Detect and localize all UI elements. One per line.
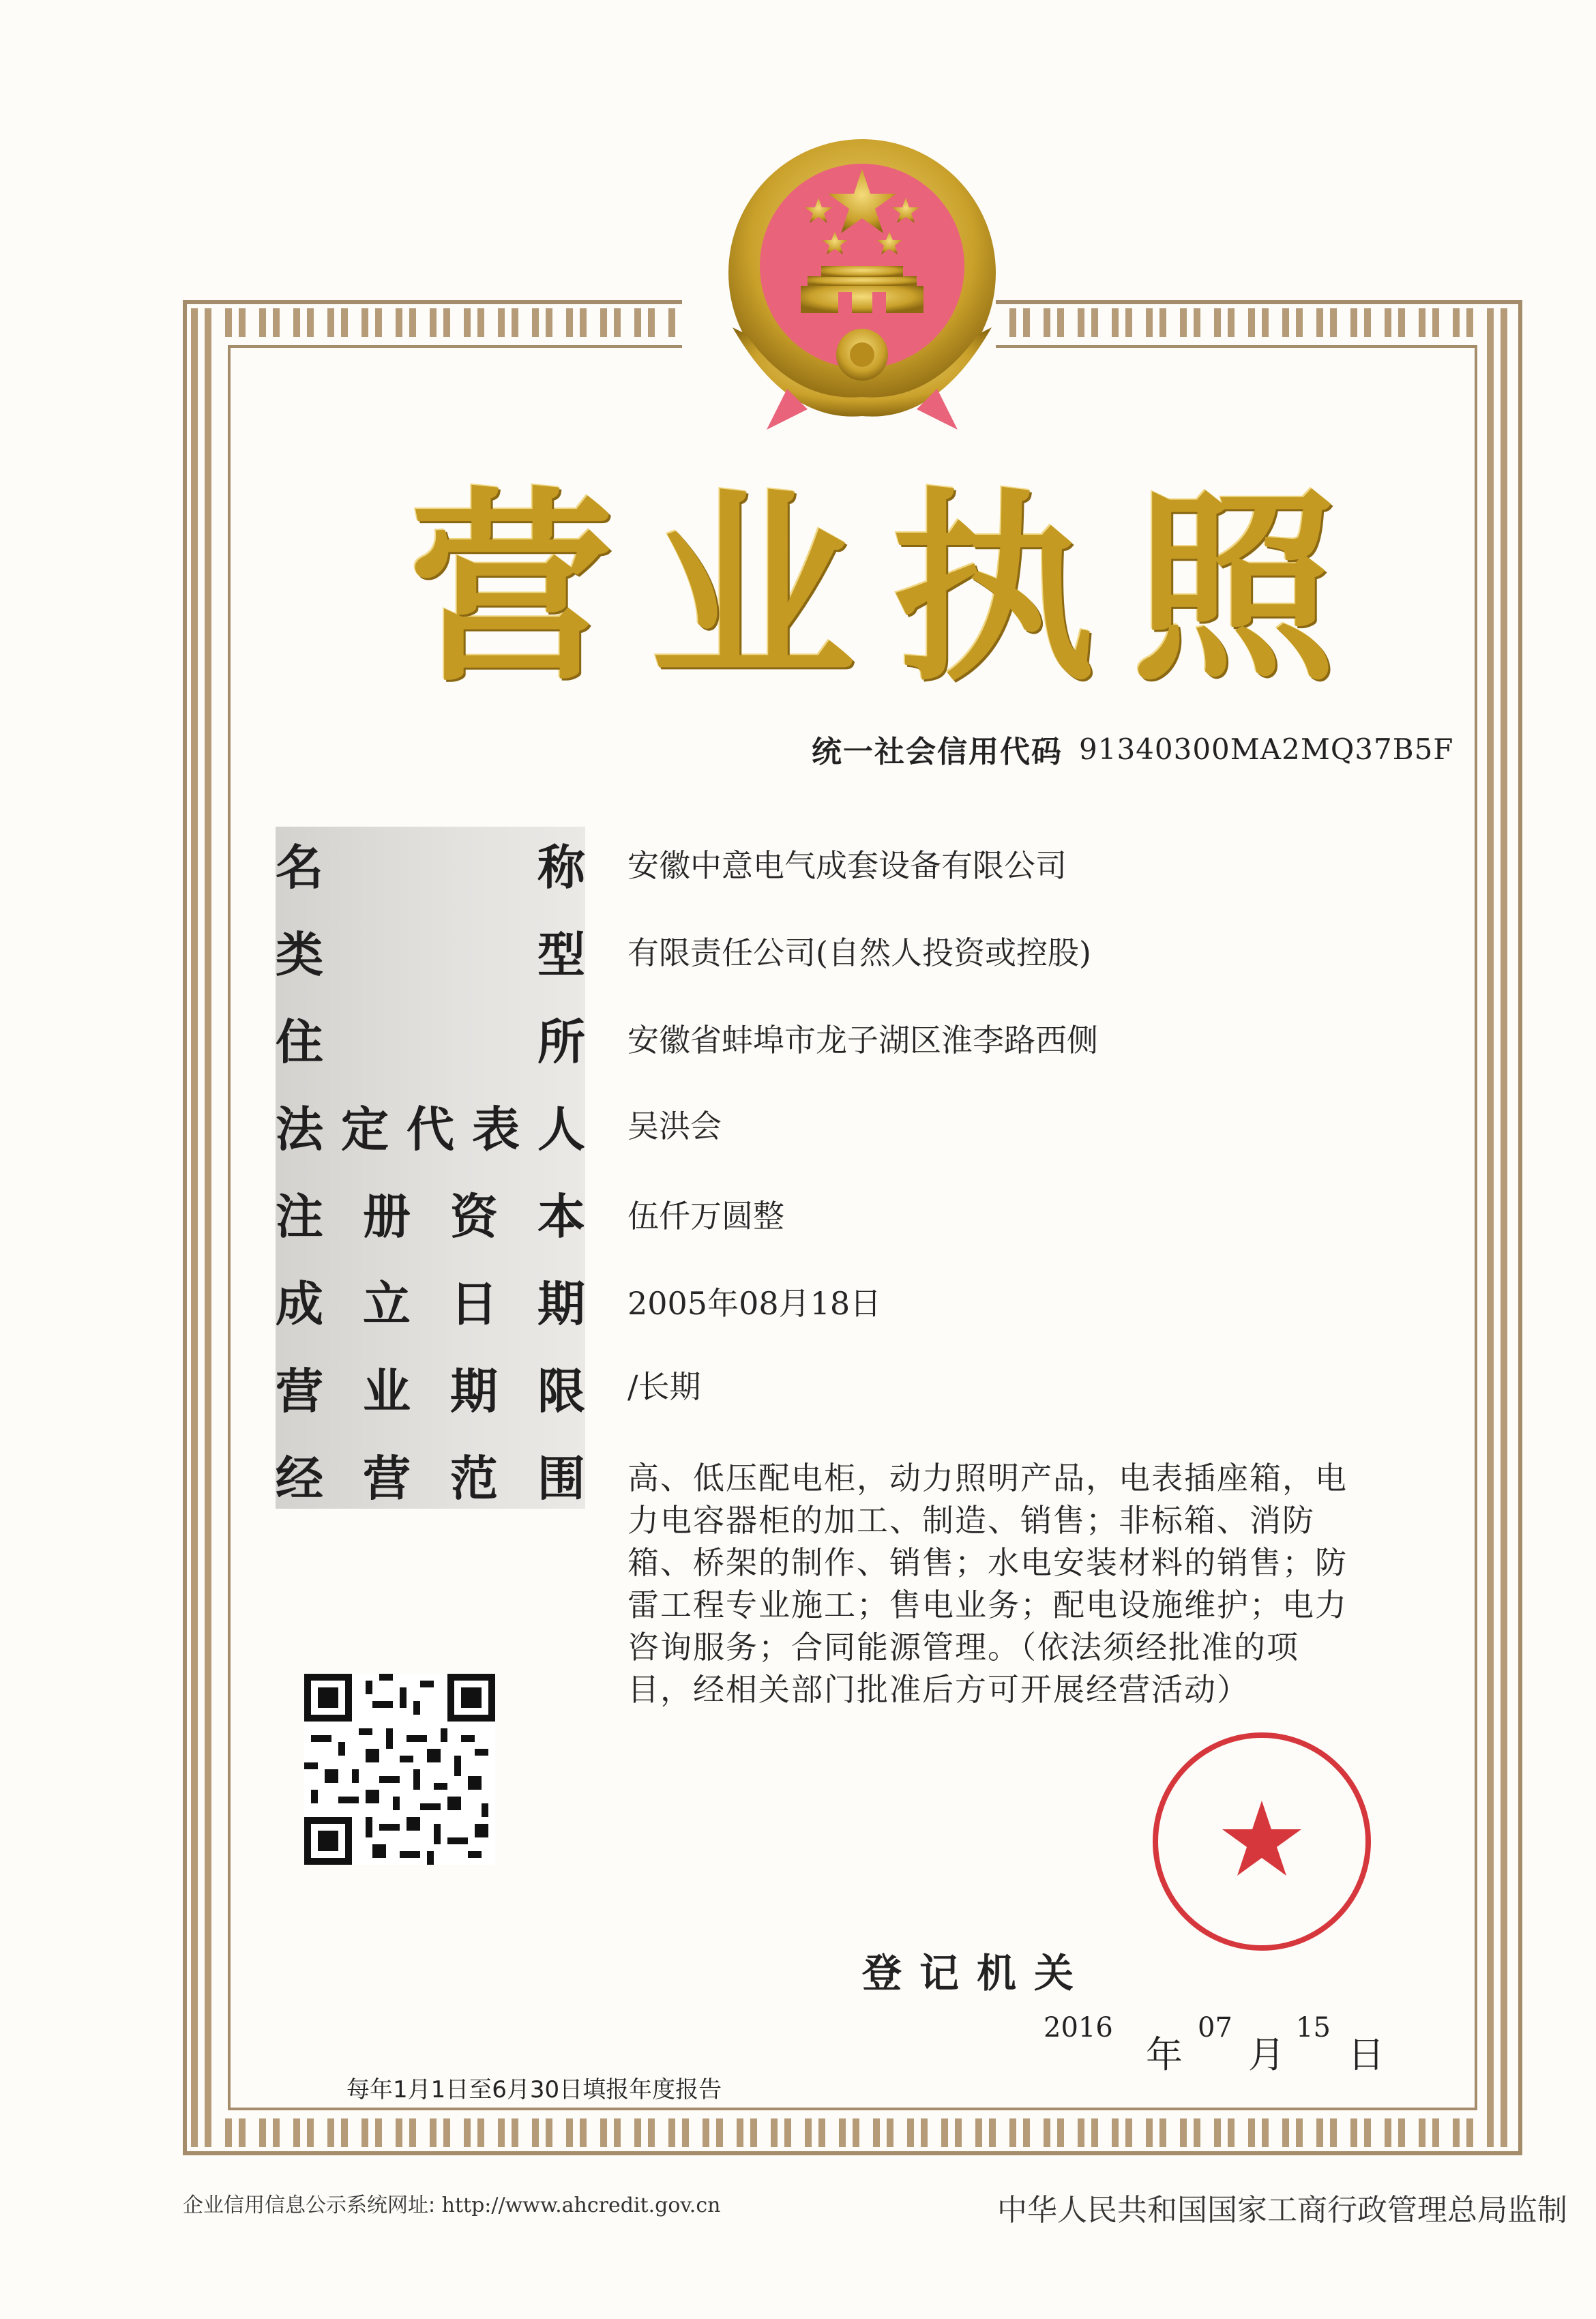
field-value-founded: 2005年08月18日 <box>627 1285 882 1322</box>
issue-year: 2016 <box>1044 2012 1113 2043</box>
label-char: 立 <box>363 1275 411 1332</box>
scope-line: 力电容器柜的加工、制造、销售；非标箱、消防 <box>627 1502 1315 1539</box>
field-value-capital: 伍仟万圆整 <box>627 1198 784 1235</box>
credit-code-label: 统一社会信用代码 <box>812 735 1063 769</box>
scope-line: 目，经相关部门批准后方可开展经营活动） <box>627 1671 1250 1708</box>
label-char: 人 <box>537 1101 585 1157</box>
label-char: 经 <box>276 1450 323 1507</box>
label-char: 类 <box>276 926 323 983</box>
field-label-legal-rep <box>276 1091 585 1160</box>
national-emblem-icon <box>705 130 1019 443</box>
field-value-term: /长期 <box>627 1368 701 1405</box>
credit-code-value: 91340300MA2MQ37B5F <box>1079 732 1454 766</box>
qr-code-icon <box>304 1674 495 1865</box>
scope-line: 箱、桥架的制作、销售；水电安装材料的销售；防 <box>627 1544 1348 1581</box>
field-label-term <box>276 1353 585 1421</box>
issue-month: 07 <box>1198 2012 1232 2043</box>
label-char: 范 <box>450 1450 498 1507</box>
title-char: 执 <box>891 471 1096 709</box>
credit-code-row <box>812 728 1453 769</box>
year-unit: 年 <box>1146 2033 1183 2076</box>
label-char: 期 <box>537 1275 585 1332</box>
label-char: 限 <box>537 1363 585 1419</box>
label-char: 住 <box>276 1014 323 1070</box>
label-char: 册 <box>363 1188 411 1245</box>
field-label-scope <box>276 1441 585 1509</box>
label-char: 名 <box>276 839 323 896</box>
label-char: 称 <box>537 839 585 896</box>
label-char: 营 <box>363 1450 411 1507</box>
issue-day: 15 <box>1296 2012 1331 2043</box>
label-char: 业 <box>363 1363 411 1419</box>
license-title <box>409 471 1337 709</box>
field-label-capital <box>276 1179 585 1247</box>
label-char: 表 <box>472 1101 520 1157</box>
title-char: 业 <box>650 471 855 709</box>
field-label-address <box>276 1004 585 1072</box>
annual-report-note: 每年1月1日至6月30日填报年度报告 <box>346 2076 722 2103</box>
label-char: 本 <box>537 1188 585 1245</box>
field-label-name <box>276 829 585 898</box>
footer-website-label: 企业信用信息公示系统网址: <box>183 2194 436 2217</box>
label-char: 期 <box>450 1363 498 1419</box>
field-value-type: 有限责任公司(自然人投资或控股) <box>627 934 1091 971</box>
label-char: 成 <box>276 1275 323 1332</box>
label-char: 日 <box>450 1275 498 1332</box>
official-seal-icon <box>1146 1726 1378 1958</box>
footer-website <box>183 2188 720 2218</box>
field-label-founded <box>276 1266 585 1334</box>
label-char: 定 <box>341 1101 389 1157</box>
registration-authority-label: 登记机关 <box>862 1950 1092 1996</box>
day-unit: 日 <box>1348 2033 1385 2076</box>
label-char: 代 <box>407 1101 454 1157</box>
footer-website-url: http://www.ahcredit.gov.cn <box>441 2194 721 2217</box>
label-char: 围 <box>537 1450 585 1507</box>
scope-line: 雷工程专业施工；售电业务；配电设施维护；电力 <box>627 1586 1348 1623</box>
label-char: 所 <box>537 1014 585 1070</box>
field-label-type <box>276 917 585 985</box>
field-value-legal-rep: 吴洪会 <box>627 1108 722 1144</box>
title-char: 营 <box>409 471 614 709</box>
footer-issuer: 中华人民共和国国家工商行政管理总局监制 <box>997 2193 1567 2228</box>
scope-line: 咨询服务；合同能源管理。（依法须经批准的项 <box>627 1629 1299 1666</box>
label-char: 注 <box>276 1188 323 1245</box>
label-char: 法 <box>276 1101 323 1157</box>
field-value-address: 安徽省蚌埠市龙子湖区淮李路西侧 <box>627 1022 1098 1059</box>
field-value-business-scope <box>627 1457 1412 1711</box>
label-char: 营 <box>276 1363 323 1419</box>
scope-line: 高、低压配电柜，动力照明产品，电表插座箱，电 <box>627 1460 1348 1496</box>
label-char: 型 <box>537 926 585 983</box>
field-value-name: 安徽中意电气成套设备有限公司 <box>627 847 1067 884</box>
label-char: 资 <box>450 1188 498 1245</box>
title-char: 照 <box>1132 471 1337 709</box>
month-unit: 月 <box>1248 2033 1285 2076</box>
